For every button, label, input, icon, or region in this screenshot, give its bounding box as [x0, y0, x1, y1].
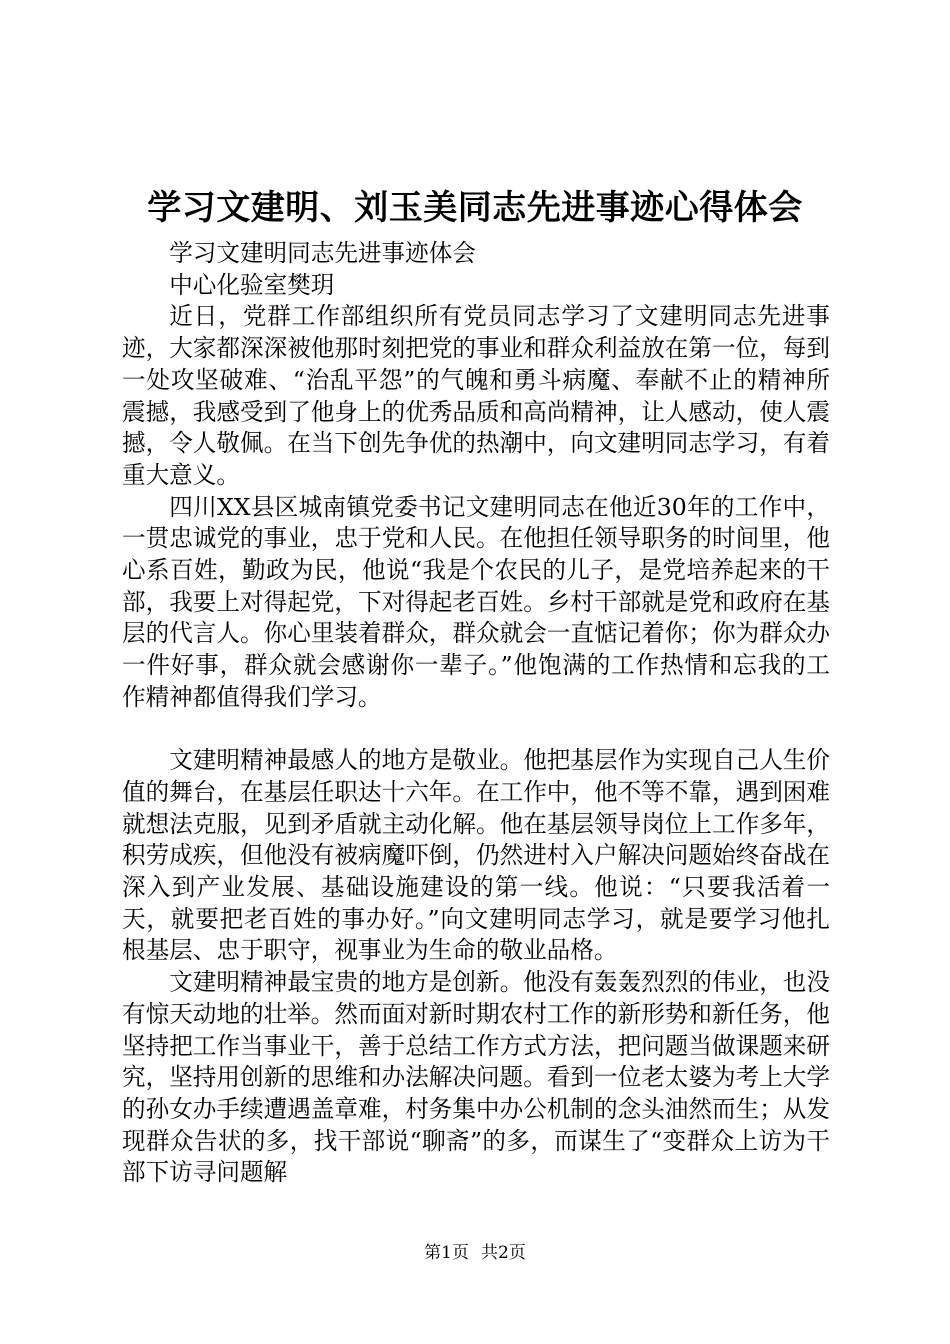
- page-number: 第1页: [424, 1243, 469, 1263]
- paragraph: 文建明精神最宝贵的地方是创新。他没有轰轰烈烈的伟业，也没有惊天动地的壮举。然而面对新时期农村工作的新形势和新任务，他坚持把工作当事业干，善于总结工作方式方法，把问题当做课题来研究，坚持用创新的思维和办法解决问题。看到一位老太婆为考上大学的孙女办手续遭遇盖章难，村务集中办公机制的念头油然而生；从发现群众告状的多，找干部说“聊斋”的多，而谋生了“变群众上访为干部下访寻问题解: [122, 968, 830, 1187]
- paragraph: 文建明精神最感人的地方是敬业。他把基层作为实现自己人生价值的舞台，在基层任职达十六年。在工作中，他不等不靠，遇到困难就想法克服，见到矛盾就主动化解。他在基层领导岗位上工作多年，积劳成疾，但他没有被病魔吓倒，仍然进村入户解决问题始终奋战在深入到产业发展、基础设施建设的第一线。他说：“只要我活着一天，就要把老百姓的事办好。”向文建明同志学习，就是要学习他扎根基层、忠于职守，视事业为生命的敬业品格。: [122, 746, 830, 965]
- paragraph: 近日，党群工作部组织所有党员同志学习了文建明同志先进事迹，大家都深深被他那时刻把党的事业和群众利益放在第一位，每到一处攻坚破难、“治乱平怨”的气魄和勇斗病魔、奉献不止的精神所震撼，我感受到了他身上的优秀品质和高尚精神，让人感动，使人震撼，令人敬佩。在当下创先争优的热潮中，向文建明同志学习，有着重大意义。: [122, 302, 830, 489]
- page-total: 共2页: [481, 1243, 526, 1263]
- paragraph-spacer: [122, 714, 830, 746]
- document-body: [122, 238, 830, 1189]
- page-footer: [0, 1241, 950, 1265]
- subtitle-line: 学习文建明同志先进事迹体会: [169, 239, 476, 267]
- document-title: 学习文建明、刘玉美同志先进事迹心得体会: [147, 188, 803, 228]
- author-line: 中心化验室樊玥: [169, 270, 335, 299]
- paragraph: 四川XX县区城南镇党委书记文建明同志在他近30年的工作中，一贯忠诚党的事业，忠于党和人民。在他担任领导职务的时间里，他心系百姓，勤政为民，他说“我是个农民的儿子，是党培养起来的干部，我要上对得起党，下对得起老百姓。乡村干部就是党和政府在基层的代言人。你心里装着群众，群众就会一直惦记着你；你为群众办一件好事，群众就会感谢你一辈子。”他饱满的工作热情和忘我的工作精神都值得我们学习。: [122, 492, 830, 711]
